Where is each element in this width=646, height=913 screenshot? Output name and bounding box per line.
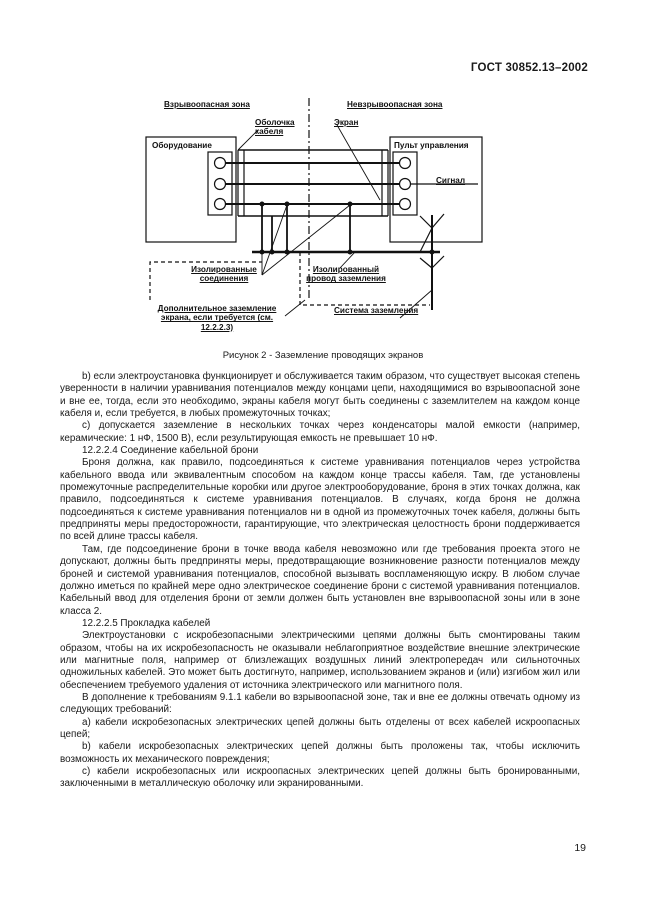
page-number: 19 (574, 842, 586, 854)
label-extra-earth: Дополнительное заземление экрана, если требуется (см. 12.2.2.3) (157, 304, 277, 332)
paragraph: В дополнение к требованиям 9.1.1 кабели во взрывоопасной зоне, так и вне ее должны отвечать одному из следующих требований: (60, 691, 580, 716)
section-heading: 12.2.2.4 Соединение кабельной брони (82, 445, 259, 457)
label-safe-zone: Невзрывоопасная зона (347, 100, 443, 109)
label-cable-sheath: Оболочка кабеля (255, 118, 295, 137)
label-earth-system: Система заземления (334, 306, 419, 315)
label-insulated-wire: Изолированный провод заземления (306, 265, 386, 284)
label-signal: Сигнал (436, 176, 466, 185)
label-control-panel: Пульт управления (394, 141, 469, 150)
label-insulated-joints: Изолированные соединения (191, 265, 257, 284)
body-text (60, 371, 580, 791)
figure-caption: Рисунок 2 - Заземление проводящих экранов (222, 350, 424, 361)
section-heading: 12.2.2.5 Прокладка кабелей (82, 617, 211, 629)
diagram-drawing (0, 0, 646, 380)
paragraph: Электроустановки с искробезопасными электрическими цепями должны быть смонтированы таким образом, чтобы на их искробезопасность не оказывали неблагоприятное воздействие внешние электрические или магнитные поля, например от близлежащих воздушных линий электропередач или сильноточных одножильных кабелей. Это может быть достигнуто, например, использованием экранов и (или) изгибом жил или обеспечением требуемого удаления от источника электрического или магнитного поля. (60, 630, 580, 691)
list-item: b) кабели искробезопасных электрических цепей должны быть проложены так, чтобы исключить возможность их механического повреждения; (60, 741, 580, 765)
label-equipment: Оборудование (152, 141, 212, 150)
label-hazardous-zone: Взрывоопасная зона (164, 100, 250, 109)
paragraph: Там, где подсоединение брони в точке ввода кабеля невозможно или где требования проекта этого не допускают, должны быть предприняты меры, предотвращающие возникновение разности потенциалов между броней и системой уравнивания потенциалов, способной вызывать воспламеняющую искру. В любом случае должно иметься по крайней мере одно электрическое соединение брони с системой уравнивания потенциалов. Кабельный ввод для отделения брони от земли должен быть установлен вне взрывоопасной зоны или в зоне класса 2. (60, 543, 580, 617)
list-item: с) кабели искробезопасных или искроопасных электрических цепей должны быть бронированными, заключенными в металлическую оболочку или экранированными. (60, 766, 580, 790)
label-screen: Экран (334, 118, 359, 127)
document-code: ГОСТ 30852.13–2002 (470, 62, 588, 74)
paragraph: b) если электроустановка функционирует и обслуживается таким образом, что существует высокая степень уверенности в наличии уравнивания потенциалов между концами цепи, находящимися во взрывоопасной зоне и вне ее, тогда, если это необходимо, экраны кабеля могут быть соединены с заземлителем на каждом конце кабеля и, если требуется, в любых промежуточных точках; (60, 371, 580, 420)
paragraph: с) допускается заземление в нескольких точках через конденсаторы малой емкости (например, керамические: 1 нФ, 1500 В), если результирующая емкость не превышает 10 нФ. (60, 420, 580, 444)
grounding-diagram (0, 0, 646, 380)
paragraph: Броня должна, как правило, подсоединяться к системе уравнивания потенциалов через устройства кабельного ввода или эквивалентным способом на каждом конце трассы кабеля. Там, где установлены промежуточные распределительные коробки или другое электрооборудование, броня в этих точках должна, как правило, подсоединяться к системе уравнивания потенциалов. В случаях, когда броня не должна подсоединяться к системе уравнивания потенциалов ни в одной из промежуточных точек кабеля, должны быть предприняты меры предосторожности, гарантирующие, что электрическая целостность брони поддерживается по всей длине трассы кабеля. (60, 457, 580, 543)
list-item: а) кабели искробезопасных электрических цепей должны быть отделены от всех кабелей искроопасных цепей; (60, 716, 580, 740)
